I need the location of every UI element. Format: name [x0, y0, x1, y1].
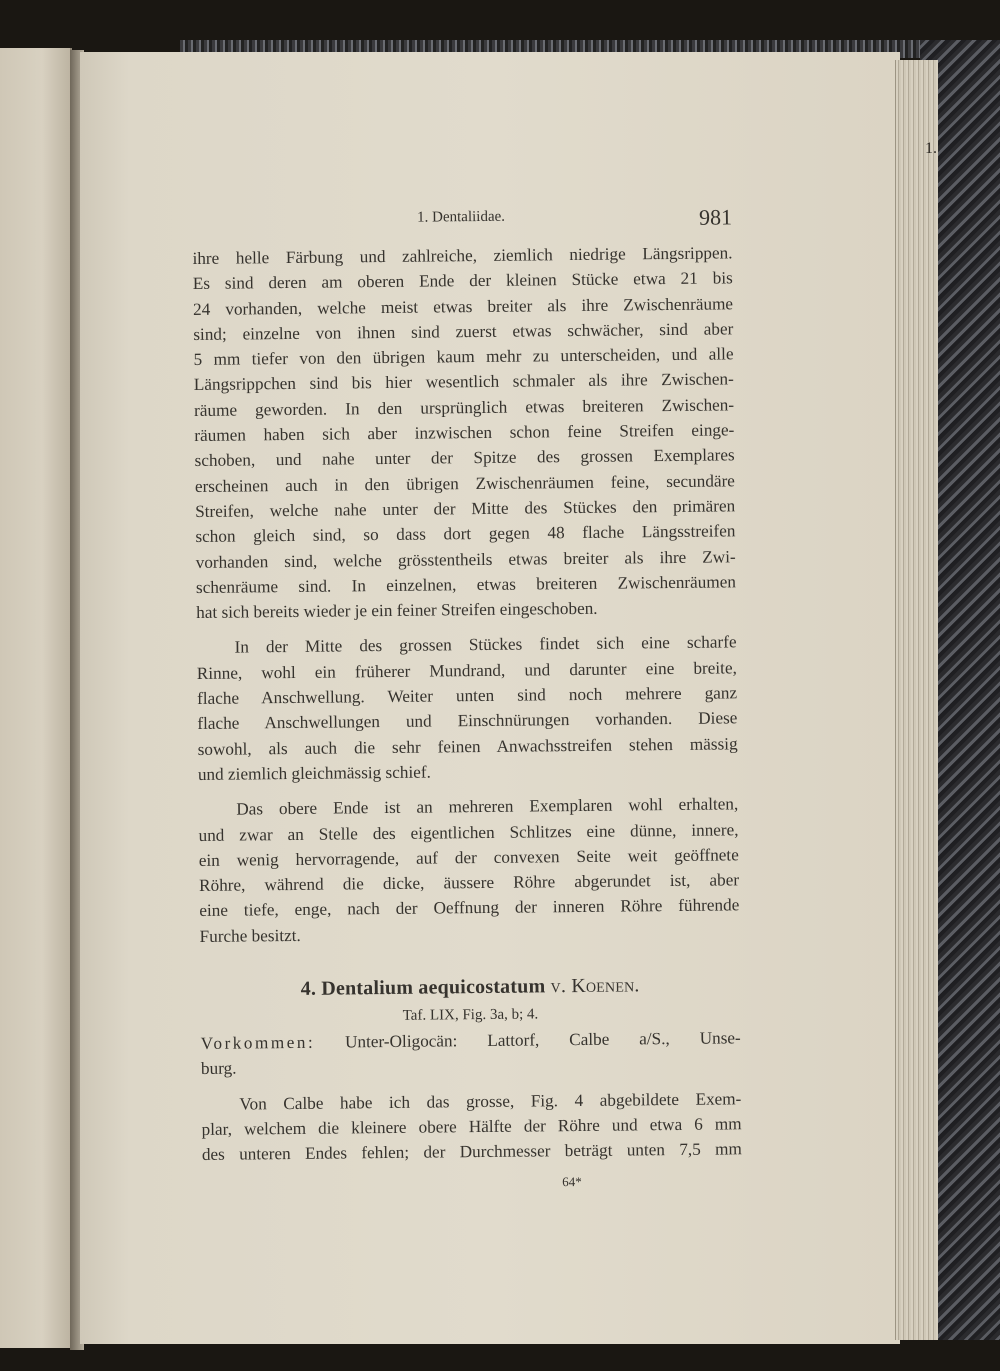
- species-name: Dentalium aequicostatum: [321, 975, 546, 1000]
- text-line: sowohl, als auch die sehr feinen Anwachsstreifen stehen mässig: [197, 733, 738, 759]
- paragraph-3: [198, 792, 740, 949]
- paragraph-1: [192, 240, 736, 625]
- text-line: sind; einzelne von ihnen sind zuerst etwas schwächer, sind aber: [193, 319, 734, 344]
- text-line: flache Anschwellungen und Einschnürungen vorhanden. Diese: [197, 708, 738, 734]
- text-line: flache Anschwellung. Weiter unten sind noch mehrere ganz: [197, 683, 738, 709]
- text-line: ihre helle Färbung und zahlreiche, ziemlich niedrige Längsrippen.: [192, 243, 733, 268]
- text-line: vorhanden sind, welche grösstentheils etwas breiter als ihre Zwi-: [195, 546, 736, 572]
- occurrence-label: Vorkommen:: [200, 1032, 316, 1053]
- text-line: 24 vorhanden, welche meist etwas breiter als ihre Zwischenräume: [192, 293, 734, 319]
- text-line: eine tiefe, enge, nach der Oeffnung der inneren Röhre führende: [199, 895, 740, 921]
- text-line: Rinne, wohl ein früherer Mundrand, und darunter eine breite,: [196, 658, 737, 683]
- page-stack-edges: [895, 60, 938, 1340]
- paragraph-2: [196, 630, 738, 787]
- paragraph-4: [201, 1086, 742, 1168]
- text-line: schoben, und nahe unter der Spitze des grossen Exemplares: [194, 445, 735, 471]
- occurrence-text: Unter-Oligocän: Lattorf, Calbe a/S., Unse-: [344, 1028, 741, 1052]
- page-number: 981: [698, 204, 733, 230]
- text-line: burg.: [200, 1058, 237, 1079]
- text-line: hat sich bereits wieder je ein feiner Streifen eingeschoben.: [196, 598, 598, 623]
- text-line: und ziemlich gleichmässig schief.: [197, 762, 431, 784]
- text-line: und zwar an Stelle des eigentlichen Schlitzes eine dünne, innere,: [198, 819, 739, 845]
- edge-mark: 1.: [925, 140, 937, 157]
- left-page-edge: [0, 48, 72, 1348]
- species-author: v. Koenen.: [550, 974, 640, 998]
- signature-mark: 64*: [562, 1173, 582, 1189]
- text-line: des unteren Endes fehlen; der Durchmesser beträgt unten 7,5 mm: [201, 1139, 742, 1165]
- running-head: [192, 204, 732, 246]
- species-number: 4.: [300, 977, 317, 1000]
- page-content: [192, 204, 742, 1193]
- text-line: In der Mitte des grossen Stückes findet sich eine scharfe: [234, 632, 737, 658]
- text-line: Längsrippchen sind bis hier wesentlich schmaler als ihre Zwischen-: [193, 369, 734, 395]
- text-line: Von Calbe habe ich das grosse, Fig. 4 abgebildete Exem-: [239, 1088, 742, 1114]
- text-line: Das obere Ende ist an mehreren Exemplaren wohl erhalten,: [236, 794, 739, 819]
- occurrence: [201, 1025, 742, 1081]
- text-line: räume geworden. In den ursprünglich etwas breiteren Zwischen-: [193, 395, 735, 420]
- species-heading: [200, 973, 740, 1002]
- text-line: schon gleich sind, so dass dort gegen 48 flache Längsstreifen: [195, 521, 736, 547]
- text-line: Furche besitzt.: [199, 925, 301, 946]
- text-line: Streifen, welche nahe unter der Mitte des Stückes den primären: [195, 496, 736, 521]
- text-line: plar, welchem die kleinere obere Hälfte der Röhre und etwa 6 mm: [201, 1114, 742, 1139]
- text-line: schenräume sind. In einzelnen, etwas breiteren Zwischenräumen: [195, 572, 737, 597]
- text-line: Röhre, während die dicke, äussere Röhre abgerundet ist, aber: [198, 870, 740, 896]
- text-line: Es sind deren am oberen Ende der kleinen Stücke etwa 21 bis: [192, 268, 733, 294]
- text-line: räumen haben sich aber inzwischen schon feine Streifen einge-: [194, 420, 735, 446]
- text-line: ein wenig hervorragende, auf der convexen Seite weit geöffnete: [198, 845, 739, 870]
- text-line: 5 mm tiefer von den übrigen kaum mehr zu unterscheiden, und alle: [193, 344, 734, 370]
- running-title: 1. Dentaliidae.: [417, 208, 506, 226]
- plate-reference: Taf. LIX, Fig. 3a, b; 4.: [402, 1006, 539, 1024]
- text-line: erscheinen auch in den übrigen Zwischenräumen feine, secundäre: [194, 471, 735, 496]
